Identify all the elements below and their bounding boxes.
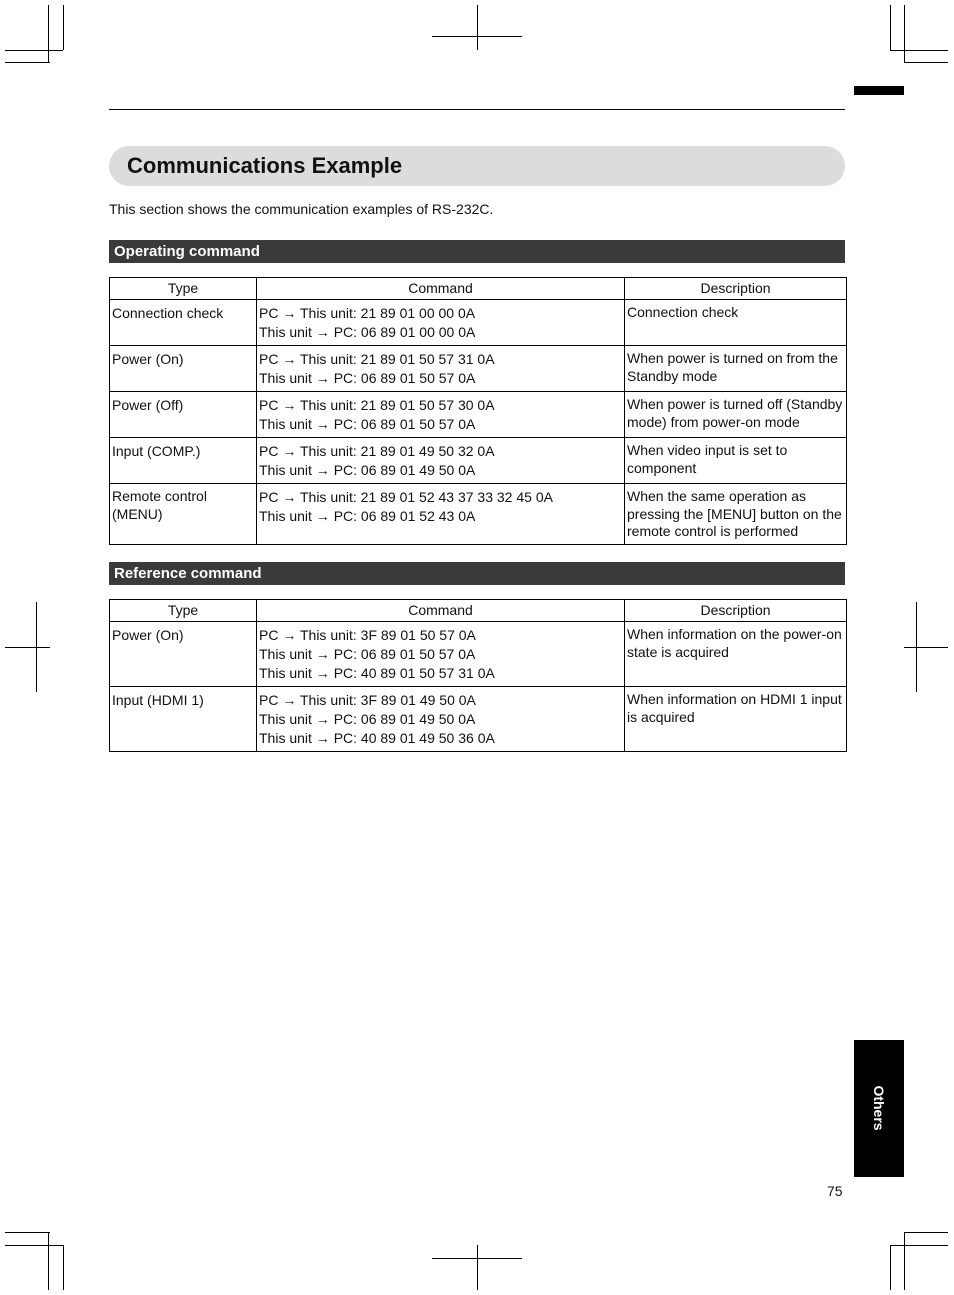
command-line: PC → This unit: 3F 89 01 49 50 0A xyxy=(259,692,476,708)
type-cell: Input (HDMI 1) xyxy=(110,687,257,752)
command-line: PC → This unit: 21 89 01 52 43 37 33 32 45 0A xyxy=(259,489,553,505)
command-cell xyxy=(257,622,625,687)
crop-mark xyxy=(904,5,905,62)
crop-mark xyxy=(5,1232,50,1233)
crop-mark xyxy=(904,647,948,648)
side-tab-label: Others xyxy=(871,1085,887,1131)
description-cell: When information on HDMI 1 input is acquired xyxy=(625,687,847,752)
crop-mark xyxy=(63,1245,64,1290)
crop-mark xyxy=(48,5,49,62)
operating-command-heading xyxy=(109,240,845,263)
page-title: Communications Example xyxy=(127,153,403,178)
table-row xyxy=(110,484,847,545)
command-cell xyxy=(257,346,625,392)
type-cell: Power (On) xyxy=(110,622,257,687)
top-rule xyxy=(109,109,845,110)
description-cell: When power is turned off (Standby mode) from power-on mode xyxy=(625,392,847,438)
type-cell: Remote control (MENU) xyxy=(110,484,257,545)
crop-mark xyxy=(5,1245,63,1246)
crop-mark xyxy=(48,1232,49,1290)
crop-mark xyxy=(5,50,63,51)
table-row xyxy=(110,438,847,484)
crop-mark xyxy=(432,36,522,37)
description-cell: When power is turned on from the Standby mode xyxy=(625,346,847,392)
command-line: PC → This unit: 21 89 01 50 57 30 0A xyxy=(259,397,495,413)
crop-mark xyxy=(904,1232,948,1233)
type-cell: Input (COMP.) xyxy=(110,438,257,484)
description-cell: When information on the power-on state is acquired xyxy=(625,622,847,687)
command-cell xyxy=(257,687,625,752)
crop-mark xyxy=(904,1232,905,1290)
column-header-type: Type xyxy=(110,600,257,622)
intro-text: This section shows the communication examples of RS-232C. xyxy=(109,201,494,217)
table-row xyxy=(110,687,847,752)
title-bar xyxy=(109,146,845,186)
command-line: PC → This unit: 21 89 01 00 00 0A xyxy=(259,305,476,321)
command-line: This unit → PC: 06 89 01 49 50 0A xyxy=(259,711,476,727)
command-line: This unit → PC: 06 89 01 52 43 0A xyxy=(259,508,476,524)
command-cell xyxy=(257,484,625,545)
type-cell: Power (On) xyxy=(110,346,257,392)
type-cell: Power (Off) xyxy=(110,392,257,438)
crop-mark xyxy=(63,5,64,50)
table-row xyxy=(110,392,847,438)
section-heading: Operating command xyxy=(114,243,260,260)
crop-mark xyxy=(5,647,50,648)
command-line: PC → This unit: 21 89 01 50 57 31 0A xyxy=(259,351,495,367)
command-line: This unit → PC: 40 89 01 50 57 31 0A xyxy=(259,665,495,681)
column-header-type: Type xyxy=(110,278,257,300)
command-line: PC → This unit: 21 89 01 49 50 32 0A xyxy=(259,443,495,459)
column-header-command: Command xyxy=(257,600,625,622)
page-number: 75 xyxy=(827,1183,843,1199)
reference-command-table xyxy=(109,599,847,752)
command-cell xyxy=(257,300,625,346)
type-cell: Connection check xyxy=(110,300,257,346)
crop-mark xyxy=(890,5,891,50)
column-header-command: Command xyxy=(257,278,625,300)
column-header-description: Description xyxy=(625,600,847,622)
crop-mark xyxy=(477,5,478,50)
crop-mark xyxy=(477,1245,478,1290)
command-line: PC → This unit: 3F 89 01 50 57 0A xyxy=(259,627,476,643)
crop-mark xyxy=(890,50,948,51)
others-side-tab xyxy=(854,1040,904,1177)
crop-mark xyxy=(890,1245,891,1290)
command-line: This unit → PC: 06 89 01 49 50 0A xyxy=(259,462,476,478)
column-header-description: Description xyxy=(625,278,847,300)
command-line: This unit → PC: 06 89 01 50 57 0A xyxy=(259,646,476,662)
command-line: This unit → PC: 06 89 01 00 00 0A xyxy=(259,324,476,340)
table-header-row xyxy=(110,600,847,622)
top-tab-marker xyxy=(854,86,904,95)
description-cell: Connection check xyxy=(625,300,847,346)
command-line: This unit → PC: 06 89 01 50 57 0A xyxy=(259,370,476,386)
command-line: This unit → PC: 06 89 01 50 57 0A xyxy=(259,416,476,432)
description-cell: When the same operation as pressing the [MENU] button on the remote control is performed xyxy=(625,484,847,545)
crop-mark xyxy=(890,1245,948,1246)
crop-mark xyxy=(5,62,50,63)
command-cell xyxy=(257,392,625,438)
table-row xyxy=(110,622,847,687)
table-header-row xyxy=(110,278,847,300)
reference-command-heading xyxy=(109,562,845,585)
command-cell xyxy=(257,438,625,484)
command-line: This unit → PC: 40 89 01 49 50 36 0A xyxy=(259,730,495,746)
table-row xyxy=(110,300,847,346)
crop-mark xyxy=(904,62,948,63)
section-heading: Reference command xyxy=(114,565,262,582)
operating-command-table xyxy=(109,277,847,545)
table-row xyxy=(110,346,847,392)
crop-mark xyxy=(432,1258,522,1259)
description-cell: When video input is set to component xyxy=(625,438,847,484)
